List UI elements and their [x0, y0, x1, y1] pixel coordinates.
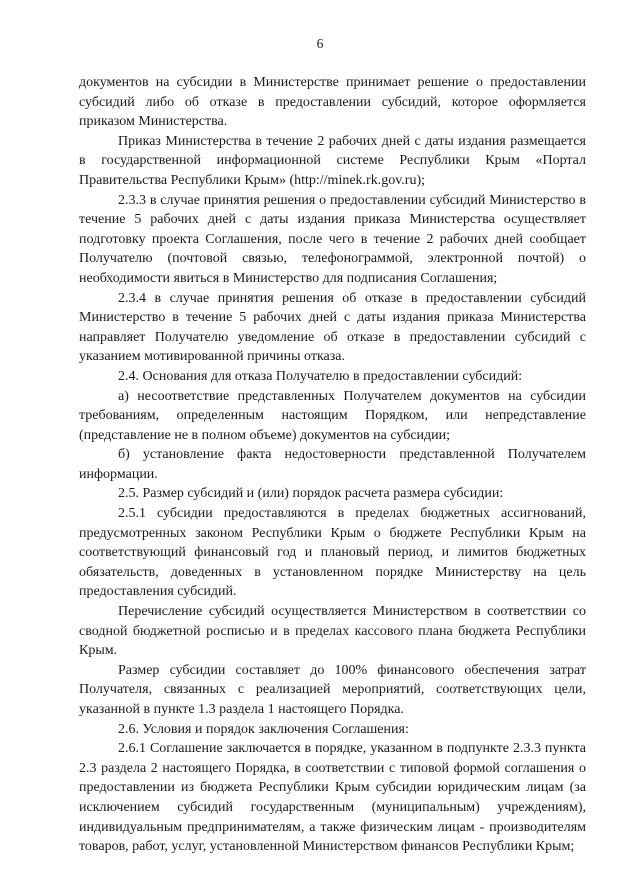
document-body — [79, 73, 586, 857]
paragraph-2-3-3: 2.3.3 в случае принятия решения о предоставлении субсидий Министерство в течение 5 рабочих дней с даты издания приказа Министерства осуществляет подготовку проекта Соглашения, после чего в течение 2 рабочих дней сообщает Получателю (почтовой связью, телефонограммой, электронной почтой) о необходимости явиться в Министерство для подписания Соглашения; — [79, 192, 586, 286]
paragraph-2-5-1: 2.5.1 субсидии предоставляются в пределах бюджетных ассигнований, предусмотренных законом Республики Крым о бюджете Республики Крым на соответствующий финансовый год и плановый период, и лимитов бюджетных обязательств, доведенных в установленном порядке Министерству на цель предоставления субсидий. — [79, 506, 586, 600]
paragraph-transfer: Перечисление субсидий осуществляется Министерством в соответствии со сводной бюджетной росписью и в пределах кассового плана бюджета Республики Крым. — [79, 604, 586, 659]
paragraph-continuation: документов на субсидии в Министерстве принимает решение о предоставлении субсидий либо об отказе в предоставлении субсидий, которое оформляется приказом Министерства. — [79, 75, 586, 130]
paragraph-2-6-heading: 2.6. Условия и порядок заключения Соглашения: — [118, 721, 409, 737]
paragraph-order-publication: Приказ Министерства в течение 2 рабочих дней с даты издания размещается в государственной информационной системе Республики Крым «Портал Правительства Республики Крым» (http://minek.rk.gov.ru); — [79, 133, 586, 188]
paragraph-2-4-b: б) установление факта недостоверности представленной Получателем информации. — [79, 447, 586, 482]
paragraph-subsidy-size: Размер субсидии составляет до 100% финансового обеспечения затрат Получателя, связанных с реализацией мероприятий, соответствующих цели, указанной в пункте 1.3 раздела 1 настоящего Порядка. — [79, 662, 586, 717]
page-number: 6 — [316, 36, 324, 51]
paragraph-2-4-a: а) несоответствие представленных Получателем документов на субсидии требованиям, определенным настоящим Порядком, или непредставление (представление не в полном объеме) документов на субсидии; — [79, 388, 586, 443]
paragraph-2-5-heading: 2.5. Размер субсидий и (или) порядок расчета размера субсидии: — [118, 486, 504, 502]
paragraph-2-4-heading: 2.4. Основания для отказа Получателю в предоставлении субсидий: — [118, 368, 523, 384]
paragraph-2-3-4: 2.3.4 в случае принятия решения об отказе в предоставлении субсидий Министерство в течение 5 рабочих дней с даты издания приказа Министерства направляет Получателю уведомление об отказе в предоставлении субсидий с указанием мотивированной причины отказа. — [79, 290, 586, 365]
paragraph-2-6-1: 2.6.1 Соглашение заключается в порядке, указанном в подпункте 2.3.3 пункта 2.3 раздела 2 настоящего Порядка, в соответствии с типовой формой соглашения о предоставлении из бюджета Республики Крым субсидии юридическим лицам (за исключением субсидий государственным (муниципальным) учреждениям), индивидуальным предпринимателям, а также физическим лицам - производителям товаров, работ, услуг, установленной Министерством финансов Республики Крым; — [79, 741, 586, 855]
